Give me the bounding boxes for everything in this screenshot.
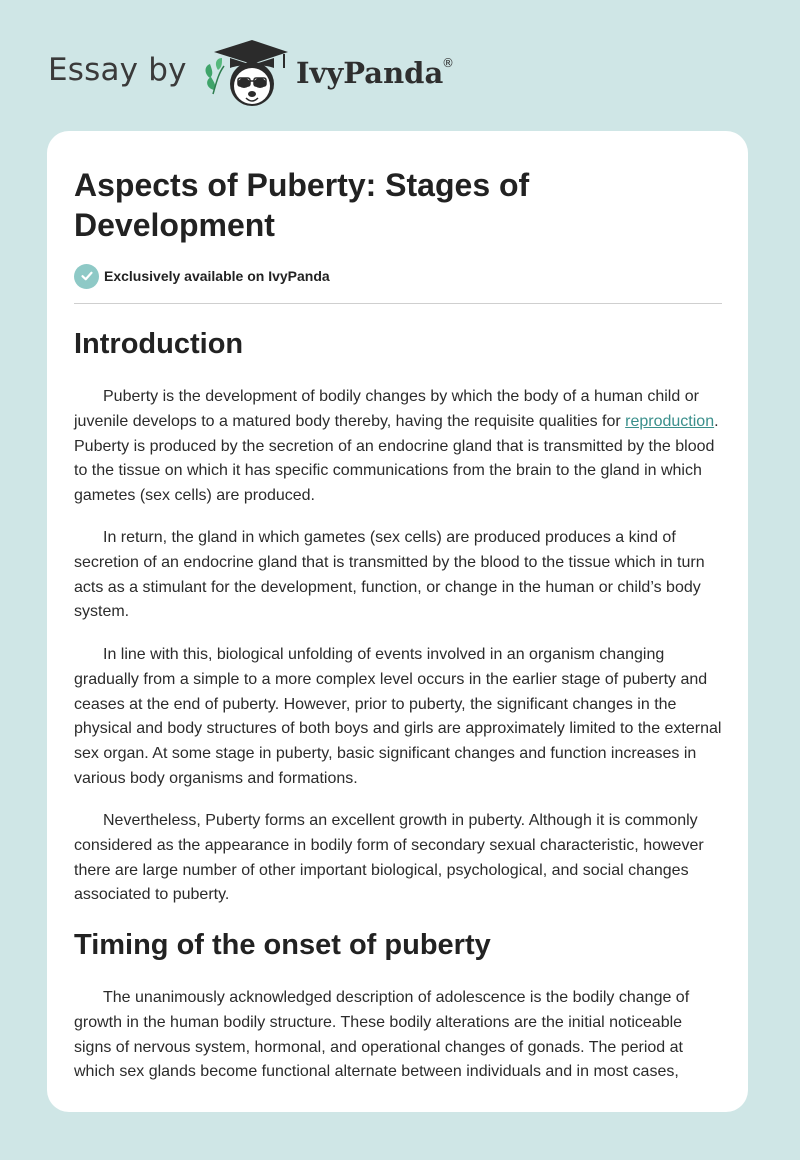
article-card <box>47 131 748 1112</box>
badge-label: Exclusively available on IvyPanda <box>104 268 330 284</box>
registered-mark: ® <box>442 56 454 70</box>
article-title: Aspects of Puberty: Stages of Development <box>74 167 530 243</box>
checkmark-icon <box>74 264 99 289</box>
section-heading: Timing of the onset of puberty <box>74 929 491 961</box>
paragraph: The unanimously acknowledged description of adolescence is the bodily change of growth in the human bodily structure. These bodily alterations are the initial noticeable signs of nervous system, hormonal, and operational changes of gonads. The period at which sex glands become functional alternate between individuals and in most cases, <box>74 989 690 1081</box>
divider <box>74 303 722 304</box>
paragraph-text: . Puberty is produced by the secretion of an endocrine gland that is transmitted by the blood to the tissue on which it has specific communications from the brain to the gland in which gametes (sex cells) are produced. <box>74 412 719 505</box>
paragraph: In return, the gland in which gametes (sex cells) are produced produces a kind of secretion of an endocrine gland that is transmitted by the blood to the tissue which in turn acts as a stimulant for the development, function, or change in the human or child’s body system. <box>74 529 705 621</box>
exclusive-badge <box>74 263 330 289</box>
ivypanda-logo-icon[interactable] <box>200 34 290 110</box>
paragraph <box>74 385 722 509</box>
section-heading: Introduction <box>74 328 244 360</box>
paragraph-text: Puberty is the development of bodily changes by which the body of a human child or juvenile develops to a matured body thereby, having the requisite qualities for <box>74 388 699 430</box>
paragraph: Nevertheless, Puberty forms an excellent growth in puberty. Although it is commonly considered as the appearance in bodily form of secondary sexual characteristic, however there are large number of other important biological, psychological, and social changes associated to puberty. <box>74 812 704 904</box>
paragraph: In line with this, biological unfolding of events involved in an organism changing gradually from a simple to a more complex level occurs in the earlier stage of puberty and ceases at the end of puberty. However, prior to puberty, the significant changes in the physical and body structures of both boys and girls are approximately limited to the external sex organ. At some stage in puberty, basic significant changes and function increases in various body organisms and formations. <box>74 646 722 787</box>
brand-name[interactable]: IvyPanda <box>296 56 444 90</box>
reproduction-link[interactable]: reproduction <box>625 412 715 430</box>
site-header <box>0 0 800 130</box>
essay-by-label: Essay by <box>48 52 187 88</box>
